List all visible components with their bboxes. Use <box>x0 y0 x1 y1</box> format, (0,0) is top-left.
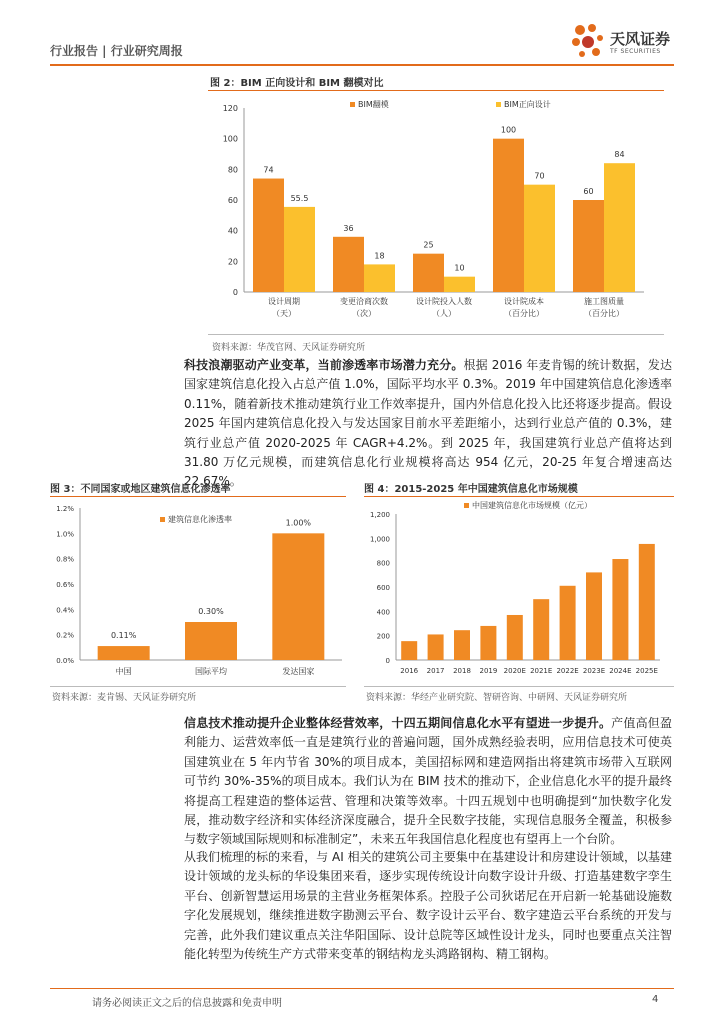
y-tick-label: 1.2% <box>56 505 74 513</box>
x-tick-label: （百分比） <box>504 309 544 318</box>
x-tick-label: 2023E <box>582 667 606 675</box>
y-tick-label: 0 <box>232 288 238 297</box>
bar-bim-fanmo <box>413 254 444 292</box>
footer-disclaimer: 请务必阅读正文之后的信息披露和免责申明 <box>92 998 282 1009</box>
figure4-chart <box>360 498 674 684</box>
y-tick-label: 0.8% <box>56 555 74 564</box>
bar <box>98 646 150 660</box>
figure3-bottom-rule <box>50 686 346 687</box>
bar <box>639 544 655 660</box>
logo-subtitle: TF SECURITIES <box>610 48 661 55</box>
bar <box>480 626 496 660</box>
y-tick-label: 800 <box>376 559 390 568</box>
bar-bim-fanmo <box>573 200 604 292</box>
figure2-title-rule <box>208 90 664 91</box>
bar <box>185 622 237 660</box>
report-category: 行业报告 | 行业研究周报 <box>50 44 183 58</box>
bar-bim-zhengxiang <box>524 185 555 292</box>
bar <box>272 533 324 660</box>
x-tick-label: 2016 <box>400 667 419 675</box>
paragraph-2-lead: 信息技术推动提升企业整体经营效率，十四五期间信息化水平有望进一步提升。 <box>184 716 612 730</box>
figure2-source: 资料来源：华茂官网、天风证券研究所 <box>212 343 366 353</box>
legend-swatch <box>496 102 501 107</box>
data-label: 84 <box>614 150 625 160</box>
x-tick-label: 2018 <box>453 667 471 675</box>
footer-divider <box>50 988 674 989</box>
y-tick-label: 0.4% <box>56 606 74 615</box>
y-tick-label: 80 <box>227 165 238 175</box>
paragraph-1-lead: 科技浪潮驱动产业变革，当前渗透率市场潜力充分。 <box>184 358 464 372</box>
bar-bim-zhengxiang <box>444 277 475 292</box>
x-tick-label: 发达国家 <box>282 667 315 676</box>
data-label: 36 <box>343 223 354 233</box>
bar-bim-zhengxiang <box>604 163 635 292</box>
x-tick-label: 2024E <box>609 667 632 675</box>
bar <box>454 630 470 660</box>
figure3-title-rule <box>50 496 346 497</box>
y-tick-label: 20 <box>227 257 238 267</box>
y-tick-label: 0.6% <box>56 581 74 589</box>
data-label: 25 <box>423 240 434 250</box>
y-tick-label: 100 <box>222 134 238 144</box>
paragraph-2 <box>184 714 672 850</box>
y-tick-label: 0.0% <box>56 657 74 665</box>
data-label: 70 <box>534 171 545 181</box>
data-label: 60 <box>583 187 594 196</box>
x-tick-label: （天） <box>272 309 296 318</box>
bar-bim-fanmo <box>253 179 284 292</box>
y-tick-label: 1,200 <box>369 511 390 519</box>
x-tick-label: 中国 <box>115 667 132 676</box>
bar <box>428 634 444 660</box>
data-label: 0.30% <box>198 607 224 616</box>
paragraph-1 <box>184 356 672 492</box>
logo-mark-icon <box>570 22 608 62</box>
y-tick-label: 60 <box>227 196 238 205</box>
figure3-chart <box>50 498 350 684</box>
data-label: 10 <box>454 263 465 273</box>
figure4-source: 资料来源：华经产业研究院、智研咨询、中研网、天风证券研究所 <box>366 693 628 703</box>
figure4-title: 图 4：2015-2025 年中国建筑信息化市场规模 <box>364 484 578 495</box>
x-tick-label: （人） <box>432 309 456 318</box>
legend-swatch <box>350 102 355 107</box>
bar-bim-zhengxiang <box>364 264 395 292</box>
figure3-source: 资料来源：麦肯锡、天风证券研究所 <box>52 693 197 703</box>
legend-label: 建筑信息化渗透率 <box>168 515 232 524</box>
bar <box>560 586 576 660</box>
y-tick-label: 0 <box>385 657 390 665</box>
paragraph-2-body: 产值高但盈利能力、运营效率低一直是建筑行业的普遍问题，国外成熟经验表明，应用信息技术可使英国建筑业在 5 年内节省 30%的项目成本，美国招标网和建造网指出将建筑市场带入互联网可节约 30%-35%的项目成本。我们认为在 BIM 技术的推动下，企业信息化水平的提升最终将提高工程建造的整体运营、管理和决策等效率。十四五规划中也明确提到“加快数字化发展，推动数字经济和实体经济深度融合，提升全民数字技能，实现信息服务全覆盖，积极参与数字领域国际规则和标准制定”，未来五年我国信息化程度也有望再上一个台阶。 <box>184 716 672 847</box>
data-label: 74 <box>263 165 274 175</box>
header-divider <box>50 64 674 66</box>
x-tick-label: （次） <box>352 309 376 318</box>
paragraph-3: 从我们梳理的标的来看，与 AI 相关的建筑公司主要集中在基建设计和房建设计领域，以基建设计领域的龙头标的华设集团来看，逐步实现传统设计向数字设计升级、打造基建数字孪生平台、创新智慧运用场景的主营业务框架体系。控股子公司狄诺尼在开启新一轮基础设施数字化发展规划，继续推进数字勘测云平台、数字设计云平台、数字建造云平台系统的开发与完善，此外我们建议重点关注华阳国际、设计总院等区域性设计龙头，同时也要重点关注智能化转型为传统生产方式带来变革的钢结构龙头鸿路钢构、精工钢构。 <box>184 850 672 962</box>
x-tick-label: 2019 <box>479 667 498 675</box>
y-tick-label: 120 <box>222 104 238 113</box>
legend-label: BIM正向设计 <box>504 100 551 109</box>
x-tick-label: 设计院投入人数 <box>416 297 472 306</box>
company-logo <box>570 22 690 62</box>
x-tick-label: 设计周期 <box>268 297 300 306</box>
figure4-title-rule <box>364 496 674 497</box>
x-tick-label: 2017 <box>426 667 445 675</box>
bar <box>612 559 628 660</box>
figure4-bottom-rule <box>364 686 674 687</box>
y-tick-label: 200 <box>376 632 390 641</box>
bar <box>507 615 523 660</box>
legend-label: 中国建筑信息化市场规模（亿元） <box>472 501 592 510</box>
x-tick-label: （百分比） <box>584 309 624 318</box>
x-tick-label: 2022E <box>556 667 579 675</box>
x-tick-label: 2021E <box>530 667 553 675</box>
page-number: 4 <box>652 994 659 1005</box>
bar-bim-fanmo <box>493 139 524 292</box>
y-tick-label: 400 <box>376 608 390 617</box>
paragraph-1-body: 根据 2016 年麦肯锡的统计数据，发达国家建筑信息化投入占总产值 1.0%，国际平均水平 0.3%。2019 年中国建筑信息化渗透率 0.11%，随着新技术推动建筑行业工作效率提升，国内外信息化投入比还将逐步提高。假设 2025 年国内建筑信息化投入与发达国家目前水平差距缩小，达到行业总产值的 0.3%，建筑行业总产值 2020-2025 年 CAGR+4.2%。到 2025 年，我国建筑行业总产值将达到 31.80 万亿元规模，而建筑信息化行业规模将高达 954 亿元，20-25 年复合增速高达 22.67%。 <box>184 358 672 489</box>
y-tick-label: 1,000 <box>369 535 390 544</box>
x-tick-label: 设计院成本 <box>504 297 544 306</box>
bar-bim-fanmo <box>333 237 364 292</box>
data-label: 100 <box>500 125 517 135</box>
data-label: 18 <box>374 251 385 261</box>
bar <box>533 599 549 660</box>
x-tick-label: 2020E <box>503 667 526 675</box>
x-tick-label: 变更洽商次数 <box>340 297 388 306</box>
figure3-title: 图 3：不同国家或地区建筑信息化渗透率 <box>50 484 231 495</box>
y-tick-label: 600 <box>376 584 390 592</box>
legend-swatch <box>160 517 165 522</box>
bar-bim-zhengxiang <box>284 207 315 292</box>
y-tick-label: 1.0% <box>56 530 74 539</box>
figure2-chart <box>204 92 664 332</box>
figure2-title: 图 2：BIM 正向设计和 BIM 翻模对比 <box>210 78 384 89</box>
data-label: 0.11% <box>110 631 137 641</box>
y-tick-label: 40 <box>227 226 238 236</box>
y-tick-label: 0.2% <box>56 631 74 640</box>
figure2-bottom-rule <box>208 334 664 335</box>
bar <box>401 641 417 660</box>
legend-swatch <box>464 503 469 508</box>
x-tick-label: 国际平均 <box>195 667 227 676</box>
x-tick-label: 施工图质量 <box>584 297 624 306</box>
x-tick-label: 2025E <box>635 667 658 675</box>
bar <box>586 572 602 660</box>
legend-label: BIM翻模 <box>358 100 389 109</box>
data-label: 55.5 <box>290 193 309 203</box>
data-label: 1.00% <box>285 518 312 528</box>
logo-name: 天风证券 <box>610 30 671 48</box>
